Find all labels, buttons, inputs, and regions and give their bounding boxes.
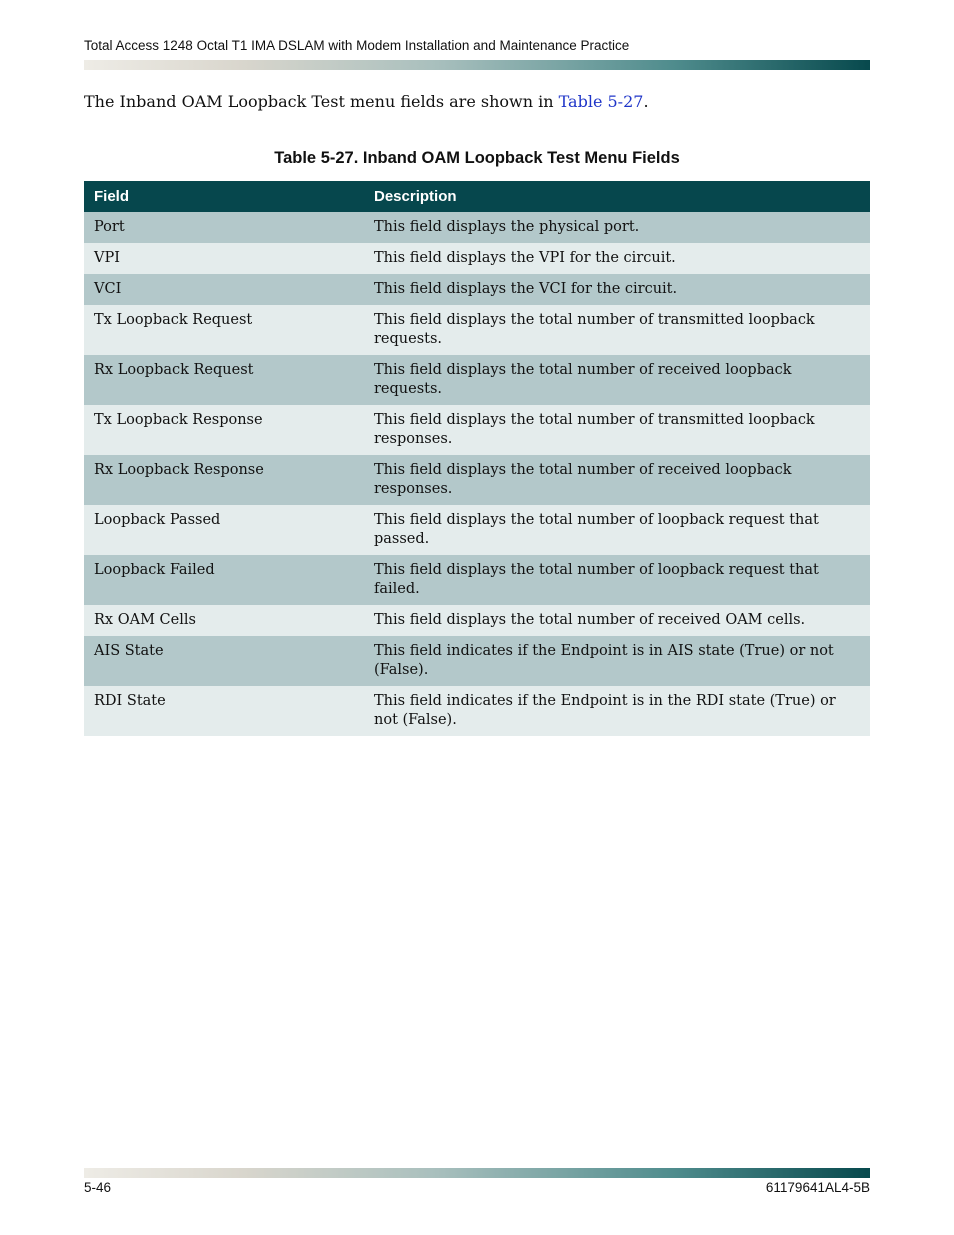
field-cell: Rx Loopback Response (84, 455, 364, 505)
description-line: responses. (374, 481, 453, 497)
description-line: failed. (374, 581, 420, 597)
running-header: Total Access 1248 Octal T1 IMA DSLAM with Modem Installation and Maintenance Practice (84, 38, 630, 53)
table-row (84, 686, 870, 736)
description-cell (364, 455, 870, 505)
field-cell: RDI State (84, 686, 364, 736)
description-cell (364, 686, 870, 736)
description-line: This field displays the total number of received loopback (374, 462, 792, 478)
description-line: requests. (374, 331, 443, 347)
header-rule (84, 60, 870, 70)
table-row (84, 212, 870, 243)
table-header-row (84, 181, 870, 212)
document-number: 61179641AL4-5B (765, 1180, 870, 1195)
description-cell (364, 505, 870, 555)
description-cell: This field displays the VCI for the circuit. (364, 274, 870, 305)
description-line: (False). (374, 662, 429, 678)
description-line: This field displays the total number of loopback request that (374, 562, 819, 578)
page-number: 5-46 (84, 1180, 112, 1195)
description-line: This field displays the total number of received loopback (374, 362, 792, 378)
field-cell: Loopback Failed (84, 555, 364, 605)
field-cell: Port (84, 212, 364, 243)
intro-period: . (643, 92, 649, 111)
description-cell (364, 636, 870, 686)
field-cell: Rx OAM Cells (84, 605, 364, 636)
field-cell: Tx Loopback Request (84, 305, 364, 355)
description-cell (364, 555, 870, 605)
description-cell: This field displays the total number of received OAM cells. (364, 605, 870, 636)
table-row (84, 274, 870, 305)
table-row (84, 305, 870, 355)
table-caption: Table 5-27. Inband OAM Loopback Test Menu Fields (274, 149, 680, 167)
description-cell (364, 305, 870, 355)
description-cell: This field displays the VPI for the circuit. (364, 243, 870, 274)
table-row (84, 243, 870, 274)
table-row (84, 405, 870, 455)
field-cell: AIS State (84, 636, 364, 686)
table-row (84, 355, 870, 405)
description-line: This field indicates if the Endpoint is in the RDI state (True) or (374, 693, 836, 709)
intro-text: The Inband OAM Loopback Test menu fields are shown in (84, 92, 559, 111)
column-header-description: Description (364, 181, 870, 212)
table-row (84, 605, 870, 636)
column-header-field: Field (84, 181, 364, 212)
table-row (84, 636, 870, 686)
description-cell (364, 405, 870, 455)
field-cell: Tx Loopback Response (84, 405, 364, 455)
description-line: passed. (374, 531, 430, 547)
footer-rule (84, 1168, 870, 1178)
description-line: not (False). (374, 712, 457, 728)
field-cell: Loopback Passed (84, 505, 364, 555)
description-line: This field displays the total number of loopback request that (374, 512, 819, 528)
table-row (84, 455, 870, 505)
field-cell: Rx Loopback Request (84, 355, 364, 405)
description-line: This field displays the total number of transmitted loopback (374, 312, 815, 328)
table-reference-link[interactable]: Table 5-27 (558, 92, 644, 111)
description-line: responses. (374, 431, 453, 447)
description-cell: This field displays the physical port. (364, 212, 870, 243)
intro-paragraph (84, 92, 649, 111)
description-line: This field displays the total number of transmitted loopback (374, 412, 815, 428)
fields-table (84, 181, 870, 736)
field-cell: VCI (84, 274, 364, 305)
description-cell (364, 355, 870, 405)
table-row (84, 505, 870, 555)
field-cell: VPI (84, 243, 364, 274)
description-line: requests. (374, 381, 443, 397)
table-row (84, 555, 870, 605)
description-line: This field indicates if the Endpoint is in AIS state (True) or not (374, 643, 834, 659)
